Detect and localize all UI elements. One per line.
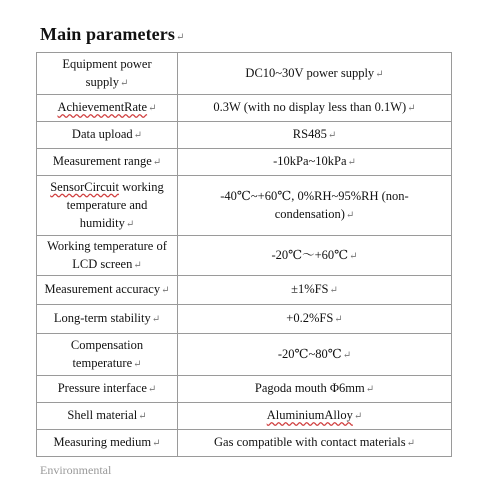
paragraph-mark-icon: ↵	[347, 157, 356, 168]
param-label-cell	[37, 176, 178, 236]
paragraph-mark-icon: ↵	[152, 157, 162, 168]
param-label: AchievementRate	[57, 100, 148, 114]
paragraph-mark-icon: ↵	[407, 103, 416, 114]
paragraph-mark-icon: ↵	[151, 314, 161, 325]
param-value: -20℃～+60℃	[271, 247, 349, 262]
paragraph-mark-icon: ↵	[138, 411, 147, 422]
paragraph-mark-icon: ↵	[349, 250, 358, 262]
param-value-cell	[178, 176, 452, 236]
paragraph-mark-icon: ↵	[125, 218, 135, 230]
param-label: Measurement range	[52, 154, 152, 168]
param-label: Compensation temperature	[70, 337, 144, 370]
param-value-cell	[178, 122, 452, 149]
paragraph-mark-icon: ↵	[133, 259, 142, 271]
param-value: 0.3W (with no display less than 0.1W)	[213, 100, 407, 114]
page-title	[40, 24, 184, 45]
trailing-text: Environmental	[40, 463, 112, 477]
table-row	[37, 403, 452, 430]
table-row	[37, 430, 452, 457]
param-value: -20℃~80℃	[277, 346, 342, 361]
paragraph-mark-icon: ↵	[334, 314, 343, 325]
table-row	[37, 334, 452, 376]
paragraph-mark-icon: ↵	[406, 438, 415, 449]
table-row	[37, 276, 452, 305]
paragraph-mark-icon: ↵	[161, 285, 170, 296]
paragraph-mark-icon: ↵	[365, 384, 375, 395]
param-label: Data upload	[71, 127, 133, 141]
param-label: Equipment power supply	[62, 56, 152, 89]
param-label-rest: working temperature and humidity	[66, 179, 164, 230]
param-label: Long-term stability	[53, 311, 151, 325]
param-label-cell	[37, 403, 178, 430]
param-value-cell	[178, 403, 452, 430]
paragraph-mark-icon: ↵	[133, 130, 143, 141]
param-label: Working temperature of LCD screen	[47, 238, 167, 271]
param-label: Shell material	[67, 408, 138, 422]
page-title-text: Main parameters	[40, 24, 175, 44]
parameters-table	[36, 52, 452, 457]
table-row	[37, 176, 452, 236]
param-value: Gas compatible with contact materials	[214, 435, 406, 449]
table-row	[37, 305, 452, 334]
param-label-cell	[37, 122, 178, 149]
paragraph-mark-icon: ↵	[345, 209, 355, 221]
param-value-cell	[178, 236, 452, 276]
param-label-cell	[37, 376, 178, 403]
table-row	[37, 236, 452, 276]
table-row	[37, 122, 452, 149]
param-label-cell	[37, 95, 178, 122]
param-label: Measuring medium	[53, 435, 152, 449]
param-value: AluminiumAlloy	[266, 408, 353, 422]
param-label-cell	[37, 149, 178, 176]
param-value: RS485	[292, 127, 327, 141]
param-label-cell	[37, 53, 178, 95]
param-value-cell	[178, 53, 452, 95]
table-row	[37, 95, 452, 122]
param-label-cell	[37, 276, 178, 305]
param-label-cell	[37, 305, 178, 334]
param-value-cell	[178, 376, 452, 403]
param-label: Measurement accuracy	[44, 282, 161, 296]
param-value-cell	[178, 334, 452, 376]
param-label-cell	[37, 236, 178, 276]
paragraph-mark-icon: ↵	[175, 32, 185, 43]
paragraph-mark-icon: ↵	[375, 68, 384, 80]
paragraph-mark-icon: ↵	[342, 349, 352, 361]
param-value: -40℃~+60℃, 0%RH~95%RH (non-condensation)	[220, 188, 409, 221]
paragraph-mark-icon: ↵	[133, 358, 142, 370]
param-value-cell	[178, 276, 452, 305]
paragraph-mark-icon: ↵	[329, 285, 338, 296]
param-value: +0.2%FS	[286, 311, 334, 325]
param-label: Pressure interface	[57, 381, 147, 395]
param-label: SensorCircuit	[50, 179, 119, 194]
table-row	[37, 53, 452, 95]
paragraph-mark-icon: ↵	[148, 103, 157, 114]
table-row	[37, 376, 452, 403]
table-row	[37, 149, 452, 176]
param-value-cell	[178, 95, 452, 122]
param-value: Pagoda mouth Φ6mm	[254, 381, 365, 395]
param-value: ±1%FS	[291, 282, 329, 296]
param-value: DC10~30V power supply	[245, 65, 375, 80]
paragraph-mark-icon: ↵	[147, 384, 157, 395]
param-value-cell	[178, 149, 452, 176]
paragraph-mark-icon: ↵	[152, 438, 161, 449]
param-value: -10kPa~10kPa	[273, 154, 347, 168]
param-label-cell	[37, 430, 178, 457]
param-value-cell	[178, 305, 452, 334]
paragraph-mark-icon: ↵	[327, 130, 337, 141]
paragraph-mark-icon: ↵	[119, 77, 129, 89]
param-label-cell	[37, 334, 178, 376]
paragraph-mark-icon: ↵	[353, 411, 363, 422]
param-value-cell	[178, 430, 452, 457]
